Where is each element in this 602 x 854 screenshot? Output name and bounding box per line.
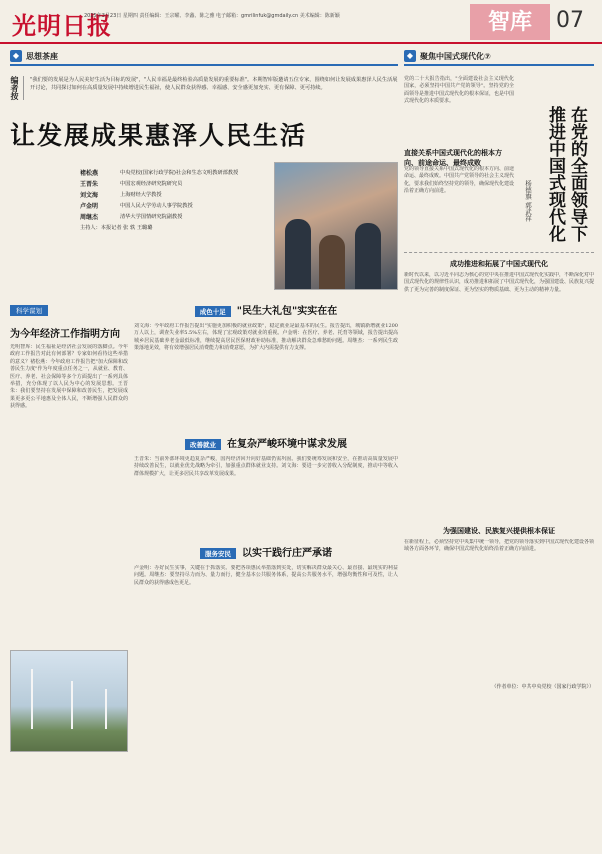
col-b-heading: 成色十足 "民生大礼包"实实在在: [134, 302, 398, 317]
guest-list: [80, 168, 238, 234]
editor-note-text: "我们要的发展是为人民美好生活为目标的发展"，"人民幸福是最终检验高质量发展的重要标准"。本期智库版邀请五位专家，围绕如何让发展成果惠泽人民生活展开讨论，共同探讨如何在高质量发展中持续增进民生福祉，使人民群众获得感、幸福感、安全感更加充实、更有保障、更可持续。: [30, 77, 398, 91]
col-b-text: 刘文海：今年政府工作报告提出"实施更加积极的就业政策"，稳定就业是最基本的民生。报告提出，城镇新增就业1200万人以上，调查失业率5.5%左右，体现了宏观政策对就业的重视。卢金明：在医疗、养老、托育等领域，报告提出提高城乡居民基础养老金最低标准，继续提高居民医保财政补助标准，推动解决群众急难愁盼问题。周继杰：一系列民生政策落地见效，将有效增强居民消费能力和消费意愿，为扩大内需提供有力支撑。: [134, 323, 398, 352]
wind-turbine-photo: [10, 650, 128, 752]
right-text-3: 在新征程上，必须坚持党中央集中统一领导，把党的领导落实到中国式现代化建设各领域各方面各环节，确保中国式现代化始终沿着正确方向前进。: [404, 539, 594, 553]
section-tag-icon: ◆: [10, 50, 22, 62]
section-title: 智库: [470, 4, 550, 40]
guest-row: 王晋朱 中国宏观经济研究院研究员: [80, 181, 183, 188]
col3-text: 卢金明：办好民生实事，关键在于抓落实。要把各项惠民举措落到实处，切实解决群众最关心、最直接、最现实的利益问题。周继杰：要坚持尽力而为、量力而行，健全基本公共服务体系，提高公共服务水平，增强均衡性和可及性，让人民群众的获得感成色更足。: [134, 565, 398, 586]
right-intro: 党的二十大报告指出，"全面建设社会主义现代化国家，必须坚持中国共产党的领导"。坚持党的全面领导是推进中国式现代化的根本保证，也是中国式现代化的本质要求。: [404, 76, 515, 105]
col3-heading: 服务安民 以实干践行庄严承诺: [134, 544, 398, 559]
right-text-1: 党的领导直接关系中国式现代化的根本方向、前途命运、最终成败。中国共产党领导的社会主义现代化，要求我们始终坚持党的领导，确保现代化建设沿着正确方向前进。: [404, 166, 514, 195]
person-figure: [285, 219, 311, 289]
section-tag-label: 思想茶座: [26, 51, 58, 61]
col2-heading: 改善就业 在复杂严峻环境中谋求发展: [134, 435, 398, 450]
person-figure: [319, 235, 345, 289]
page-header: [0, 0, 602, 44]
chip-label: 改善就业: [185, 439, 221, 450]
guest-row: 卢金明 中国人民大学劳动人事学院教授: [80, 203, 193, 210]
article-title: 让发展成果惠泽人民生活: [10, 121, 308, 150]
col2-text: 王晋朱：当前外部环境更趋复杂严峻，国内经济回升向好基础仍需巩固。我们要统筹发展和安全，在推动高质量发展中持续改善民生，以就业优先战略为牵引，加强重点群体就业支持。刘文海：要进一步完善收入分配制度，推动中等收入群体规模扩大，让更多居民共享改革发展成果。: [134, 456, 398, 477]
guest-row: 刘文海 上海财经大学教授: [80, 192, 162, 199]
newspaper-logo: 光明日报: [12, 11, 112, 40]
host-line: 主持人：本报记者 张 轶 王璐璐: [80, 225, 153, 231]
editor-note: [10, 76, 398, 100]
right-section-tag: [404, 50, 594, 66]
chip-label: 服务安民: [200, 548, 236, 559]
right-text-2: 新时代以来，以习近平同志为核心的党中央在推进中国式现代化实践中，不断深化对中国式现代化的规律性认识，成功推进和拓展了中国式现代化，为强国建设、民族复兴提供了更为完善的制度保证、更为坚实的物质基础、更为主动的精神力量。: [404, 272, 594, 293]
divider: [404, 252, 594, 253]
col-a-text: 光明智库：民生福祉是经济社会发展的落脚点。今年政府工作报告对此有何部署？专家如何看待这些举措的意义？褚松燕：今年政府工作报告把"加大保障和改善民生力度"作为年度重点任务之一，从就业、教育、医疗、养老、社会保障等多个方面提出了一系列具体举措，充分体现了以人民为中心的发展思想。王晋朱：我们要坚持在发展中保障和改善民生，把发展成果更多更公平地惠及全体人民，不断增强人民群众的获得感。: [10, 344, 128, 410]
right-title-block: [404, 70, 594, 246]
turbine-icon: [105, 689, 107, 729]
right-heading-1: 直接关系中国式现代化的根本方向、前途命运、最终成败: [404, 148, 502, 167]
article-body: [10, 298, 398, 752]
article-col-a: [10, 298, 128, 752]
turbine-icon: [31, 669, 33, 729]
right-article-title: 在党的全面领导下推进中国式现代化: [545, 106, 587, 242]
article-col-b: [134, 298, 398, 752]
subsection-tag: 科学谋划: [10, 305, 48, 316]
person-figure: [355, 223, 381, 289]
left-column: [10, 50, 398, 752]
chip-label: 成色十足: [195, 306, 231, 317]
right-column: [404, 50, 594, 690]
turbine-icon: [71, 681, 73, 729]
right-author: 杨德旗 郭武祥: [524, 180, 532, 222]
guest-row: 褚松燕 中央党校(国家行政学院)社会和生态文明教研部教授: [80, 170, 239, 177]
right-section-tag-label: 聚焦中国式现代化⑦: [420, 51, 491, 61]
right-heading-2: 成功推进和拓展了中国式现代化: [450, 259, 548, 268]
issue-meta: 2025年3月23日 星期四 责任编辑：王宗曜、李蠡、陈之雅 电子邮箱：gmrilinfuk@gmdaily.cn 美术编辑：陈新颖: [84, 13, 340, 19]
col-a-heading: 为今年经济工作指明方向: [10, 329, 120, 340]
right-heading-3: 为强国建设、民族复兴提供根本保证: [443, 526, 555, 535]
guest-panel: [10, 162, 398, 294]
section-tag: [10, 50, 398, 66]
editor-note-label: 编者按: [10, 76, 24, 100]
page-number: 07: [556, 8, 584, 33]
guest-row: 周继杰 清华大学国情研究院副教授: [80, 214, 183, 221]
people-photo: [274, 162, 398, 290]
section-tag-icon: ◆: [404, 50, 416, 62]
author-affiliation: （作者单位：中共中央党校（国家行政学院））: [491, 684, 594, 690]
